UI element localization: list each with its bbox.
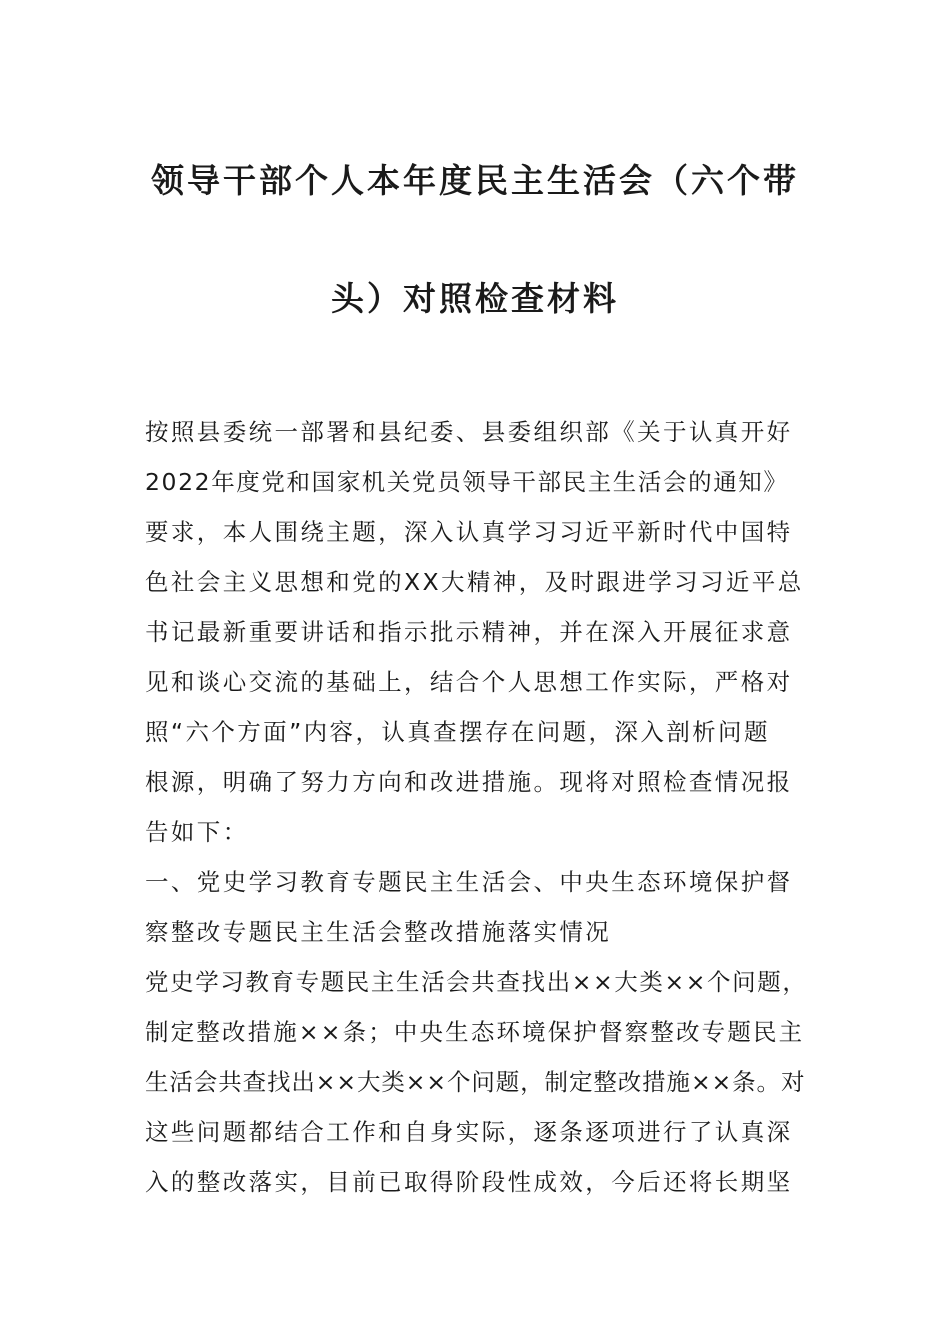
section-heading: 一、党史学习教育专题民主生活会、中央生态环境保护督 [145, 868, 793, 896]
body-line: 按照县委统一部署和县纪委、县委组织部《关于认真开好 [145, 418, 793, 446]
body-line: 照“六个方面”内容，认真查摆存在问题，深入剖析问题 [145, 718, 770, 746]
document-body [145, 412, 810, 1212]
body-line: 入的整改落实，目前已取得阶段性成效，今后还将长期坚 [145, 1168, 793, 1196]
body-line: 党史学习教育专题民主生活会共查找出××大类××个问题， [145, 968, 808, 996]
body-line: 这些问题都结合工作和自身实际，逐条逐项进行了认真深 [145, 1118, 793, 1146]
document-title-line-2: 头）对照检查材料 [331, 279, 619, 318]
body-line: 见和谈心交流的基础上，结合个人思想工作实际，严格对 [145, 668, 793, 696]
body-line: 生活会共查找出××大类××个问题，制定整改措施××条。对 [145, 1068, 806, 1096]
body-line: 根源，明确了努力方向和改进措施。现将对照检查情况报 [145, 768, 793, 796]
body-line: 色社会主义思想和党的XX大精神，及时跟进学习习近平总 [145, 568, 804, 596]
body-line: 要求，本人围绕主题，深入认真学习习近平新时代中国特 [145, 518, 793, 546]
document-title-line-1: 领导干部个人本年度民主生活会（六个带 [151, 161, 799, 200]
body-line: 书记最新重要讲话和指示批示精神，并在深入开展征求意 [145, 618, 793, 646]
body-line: 2022年度党和国家机关党员领导干部民主生活会的通知》 [145, 468, 789, 496]
section-heading-continued: 察整改专题民主生活会整改措施落实情况 [145, 918, 612, 946]
body-line: 告如下： [145, 818, 249, 846]
body-line: 制定整改措施××条；中央生态环境保护督察整改专题民主 [145, 1018, 805, 1046]
